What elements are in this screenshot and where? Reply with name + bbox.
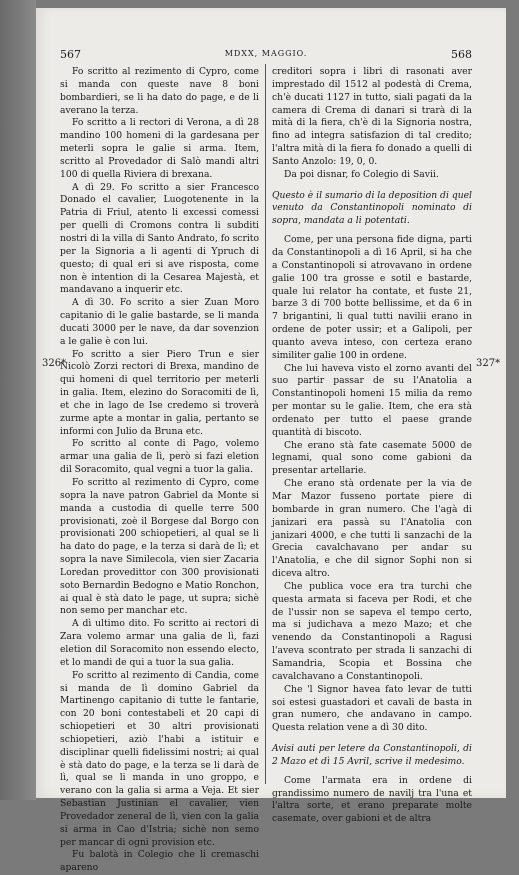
- paragraph: Fo scritto a sier Piero Trun e sier Nicolò Zorzi rectori di Brexa, mandino de qui homeni di quel territorio per meterli in galia. Item, elezino do Soracomiti de lì, et che in lago de Ise credemo si troverà zurme apte a montar in galia, pertanto se informi con Julio da Bruna etc.: [60, 348, 259, 437]
- margin-number-right: 327*: [476, 358, 501, 369]
- running-head: MDXX, MAGGIO.: [224, 49, 308, 58]
- paragraph: Che publica voce era tra turchi che questa armata si faceva per Rodi, et che de l'ussir non se sapeva el tempo certo, ma si judichava a mezo Mazo; et che venendo da Constantinopoli a Ragusi l'aveva scontrato per strada li sanzachi di Samandria, Scopia et Bossina che cavalchavano a Constantinopoli.: [272, 580, 472, 682]
- paragraph: Che erano stà fate casemate 5000 de legnami, qual sono come gabioni da presentar artellarie.: [272, 439, 472, 477]
- scanner-edge: [0, 0, 36, 800]
- paragraph: Fo scritto al conte di Pago, volemo armar una galia de lì, però si fazi eletion dil Soracomito, qual vegni a tuor la galia.: [60, 438, 259, 476]
- paragraph: Fo scritto al rezimento di Cypro, come sopra la nave patron Gabriel da Monte si manda a custodia di quelle terre 500 provisionati, zoè il Borgese dal Borgo con provisionati 200 schiopetieri, al qual se li ha dato do page, e la terza si darà de lì; et sopra la nave Similecola, vien sier Zacaria Loredan provedittor con 300 provisionati soto Bernardin Bedogno e Matio Ronchon, ai qual è stà dato le page, ut supra; sichè non semo per manchar etc.: [60, 477, 259, 617]
- paragraph-continued: creditori sopra i libri di rasonati aver imprestado dil 1512 al podestà di Crema, ch'è ducati 1127 in tutto, siali pagati da la camera di Crema di danari si trarà di la mità di la fiera, ch'è di la Signoria nostra, fino ad integra satisfazion di tal credito; l'altra mità di la fiera fo donado a quelli di Santo Anzolo: 19, 0, 0.: [272, 66, 472, 167]
- page-header: [60, 48, 472, 64]
- paragraph: A dì 30. Fo scrito a sier Zuan Moro capitanio di le galie bastarde, se li manda ducati 3000 per le nave, da dar sovenzion a le galie è con lui.: [60, 297, 259, 347]
- paragraph: Fu balotà in Colegio che li cremaschi apareno: [60, 849, 259, 874]
- page-number-left: 567: [60, 48, 81, 61]
- paragraph: A dì 29. Fo scritto a sier Francesco Donado el cavalier, Luogotenente in la Patria di Friul, atento li excessi comessi per quelli di Cromons contra li subditi nostri di la villa di Santo Andrato, fo scrito per la Signoria a li agenti di Ypruch di questo; di qual eri si ave risposta, come non è intention di la Cesarea Majestà, et mandavano a inquerir etc.: [60, 181, 259, 296]
- paragraph: Come, per una persona fide digna, parti da Constantinopoli a dì 16 April, si ha che a Constantinopoli si atrovavano in ordene galie 100 tra grosse e sotil e bastarde, quale lui relator ha contate, et fuste 21, barze 3 di 700 botte bellissime, et da 6 in 7 brigantini, li qual tutti navilii erano in ordene de poter ussir; et a Galipoli, per quanto aveva inteso, con certeza erano similiter galie 100 in ordene.: [272, 234, 472, 361]
- paragraph: Fo scritto al rezimento di Candia, come si manda de lì domino Gabriel da Martinengo capitanio di tutte le fantarie, con 20 boni contestabeli et 20 capi di schiopetieri et 30 altri provisionati schiopetieri, aziò l'habi a istituir e disciplinar quelli fidelissimi nostri; ai qual è stà dato do page, e la terza se li darà de lì, qual se li manda in uno groppo, e verano con la galia si arma a Veja. Et sier Sebastian Justinian el cavalier, vien Provedador zeneral de lì, vien con la galia si arma in Cao d'Istria; sichè non semo per mancar di ogni provision etc.: [60, 669, 259, 848]
- paragraph: Fo scritto al rezimento di Cypro, come si manda con queste nave 8 boni bombardieri, se li ha dato do page, e de li averano la terza.: [60, 66, 259, 116]
- left-column: [60, 66, 259, 874]
- paragraph: A dì ultimo dito. Fo scritto ai rectori di Zara volemo armar una galia de lì, fazi eletion dil Soracomito non essendo electo, et lo mandi de qui a tuor la sua galia.: [60, 618, 259, 668]
- section-heading: Avisi auti per letere da Constantinopoli, di 2 Mazo et dì 15 Avril, scrive il medesimo.: [272, 743, 472, 767]
- paragraph: Che 'l Signor havea fato levar de tutti soi estesi guastadori et cavali de basta in gran numero, che andavano in campo. Questa relation vene a dì 30 dito.: [272, 683, 472, 734]
- right-column: [272, 66, 472, 825]
- column-divider: [265, 64, 266, 784]
- paragraph: Come l'armata era in ordene di grandissimo numero de navilj tra l'una et l'altra sorte, et erano preparate molte casemate, over gabioni et de altra: [272, 774, 472, 825]
- page-number-right: 568: [451, 48, 472, 61]
- paragraph: Fo scritto a li rectori di Verona, a dì 28 mandino 100 homeni di la gardesana per meterli sopra le galie si arma. Item, scritto al Provedador di Salò mandi altri 100 di quella Riviera di brexana.: [60, 117, 259, 180]
- margin-number-left: 326*: [42, 358, 67, 369]
- paragraph: Che erano stà ordenate per la via de Mar Mazor fusseno portate piere di bombarde in gran numero. Che l'agà di janizari era passà su l'Anatolia con janizari 4000, e che tutti li sanzachi de la Grecia cavalchavano per andar su l'Anatolia, e che dil signor Sophi non si diceva altro.: [272, 478, 472, 580]
- paragraph: Da poi disnar, fo Colegio di Savii.: [284, 168, 439, 180]
- paragraph: Che lui haveva visto el zorno avanti del suo partir passar de su l'Anatolia a Constantinopoli homeni 15 milia da remo per montar su le galie. Item, che era stà ordenato per tutto el paese grande quantità di biscoto.: [272, 362, 472, 438]
- section-heading: Questo è il sumario di la deposition di quel venuto da Constantinopoli nominato di sopra, mandata a li potentati.: [272, 189, 472, 227]
